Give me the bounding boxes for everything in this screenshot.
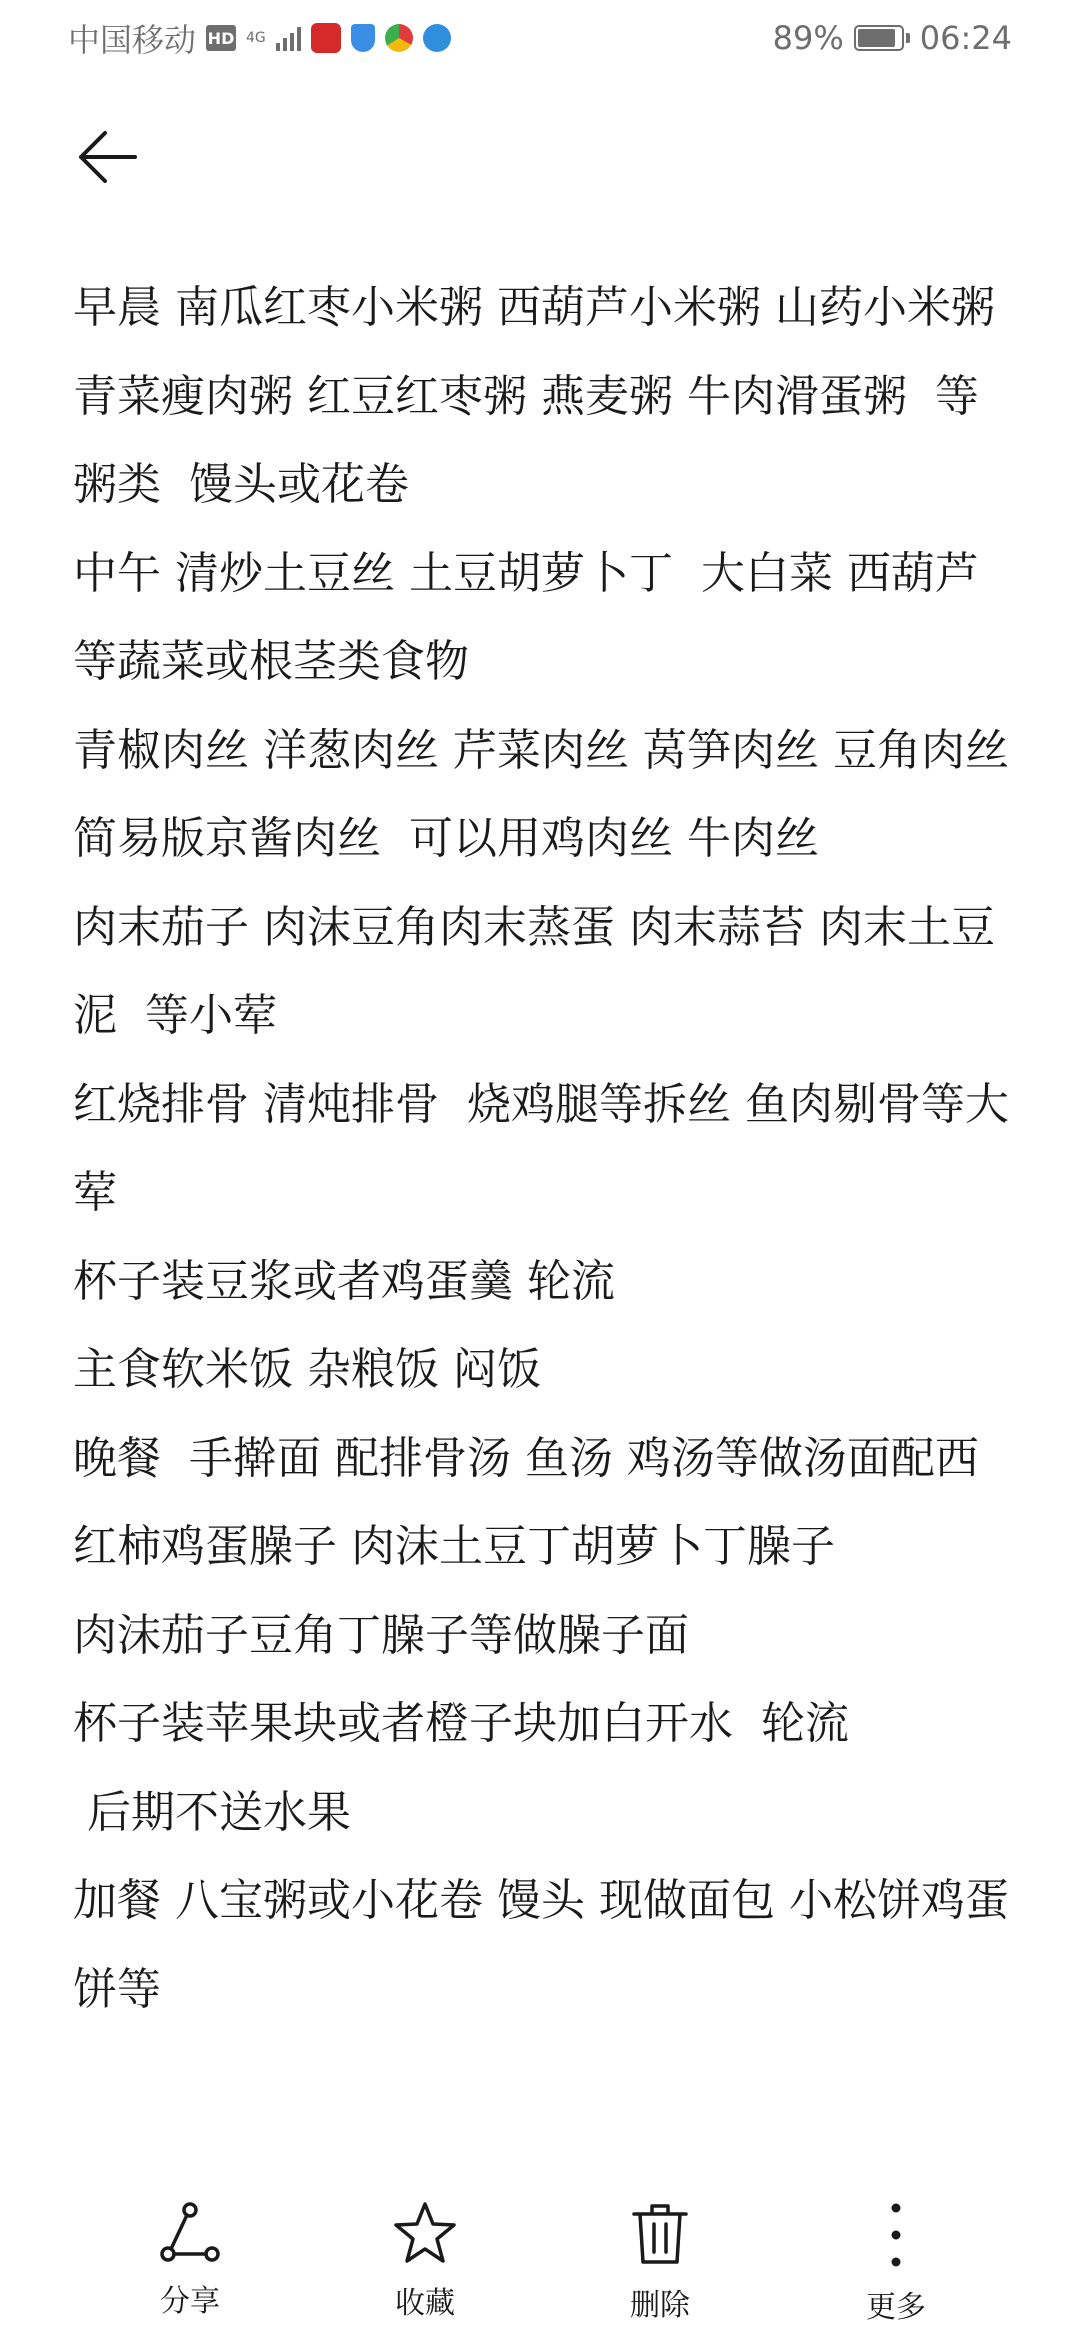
- more-vertical-icon: [886, 2200, 906, 2270]
- note-line: 加餐 八宝粥或小花卷 馒头 现做面包 小松饼鸡蛋饼等: [73, 1875, 1009, 2015]
- battery-level-fill: [858, 29, 895, 47]
- more-label: 更多: [866, 2290, 926, 2325]
- favorite-label: 收藏: [395, 2286, 455, 2321]
- note-body[interactable]: [73, 264, 1023, 2034]
- shield-icon: [351, 24, 375, 52]
- note-line: 红烧排骨 清炖排骨 烧鸡腿等拆丝 鱼肉剔骨等大荤: [73, 1078, 1009, 1218]
- note-line: 晚餐 手擀面 配排骨汤 鱼汤 鸡汤等做汤面配西红柿鸡蛋臊子 肉沫土豆丁胡萝卜丁臊子: [73, 1432, 979, 1572]
- note-line: 主食软米饭 杂粮饭 闷饭: [73, 1344, 541, 1395]
- back-button[interactable]: [72, 122, 142, 192]
- hd-icon: HD: [206, 25, 236, 51]
- browser-icon: [385, 24, 413, 52]
- bottom-toolbar: [0, 2200, 1080, 2340]
- status-bar: [0, 0, 1080, 76]
- network-type-icon: 4G: [246, 30, 266, 46]
- app-globe-icon: [423, 24, 451, 52]
- note-line: 杯子装豆浆或者鸡蛋羹 轮流: [73, 1255, 615, 1307]
- back-arrow-icon: [75, 125, 139, 189]
- share-button[interactable]: [120, 2200, 260, 2320]
- battery-icon: [854, 25, 910, 51]
- note-line: 肉沫茄子豆角丁臊子等做臊子面: [73, 1609, 689, 1661]
- note-line: 中午 清炒土豆丝 土豆胡萝卜丁 大白菜 西葫芦 等蔬菜或根茎类食物: [73, 547, 993, 687]
- note-line: 肉末茄子 肉沫豆角肉末蒸蛋 肉末蒜苔 肉末土豆泥 等小荤: [73, 901, 995, 1041]
- share-label: 分享: [160, 2284, 220, 2319]
- status-left: [68, 15, 451, 61]
- star-icon: [392, 2200, 458, 2266]
- battery-percent: 89%: [772, 19, 844, 57]
- share-icon: [158, 2200, 222, 2264]
- note-line: 杯子装苹果块或者橙子块加白开水 轮流: [73, 1698, 849, 1749]
- delete-label: 删除: [630, 2288, 690, 2323]
- note-line: 后期不送水果: [73, 1786, 351, 1838]
- note-line: 青椒肉丝 洋葱肉丝 芹菜肉丝 莴笋肉丝 豆角肉丝 简易版京酱肉丝 可以用鸡肉丝 牛肉丝: [73, 724, 1023, 864]
- trash-icon: [628, 2200, 692, 2268]
- note-line: 早晨 南瓜红枣小米粥 西葫芦小米粥 山药小米粥 青菜瘦肉粥 红豆红枣粥 燕麦粥 牛肉滑蛋粥 等粥类 馒头或花卷: [73, 282, 1023, 510]
- delete-button[interactable]: [590, 2200, 730, 2323]
- carrier-name: 中国移动: [68, 21, 197, 59]
- app-notification-icon: [311, 23, 341, 53]
- status-right: [773, 19, 1012, 57]
- clock: 06:24: [919, 19, 1012, 57]
- signal-strength-icon: [276, 25, 301, 51]
- more-button[interactable]: [826, 2200, 966, 2325]
- favorite-button[interactable]: [355, 2200, 495, 2320]
